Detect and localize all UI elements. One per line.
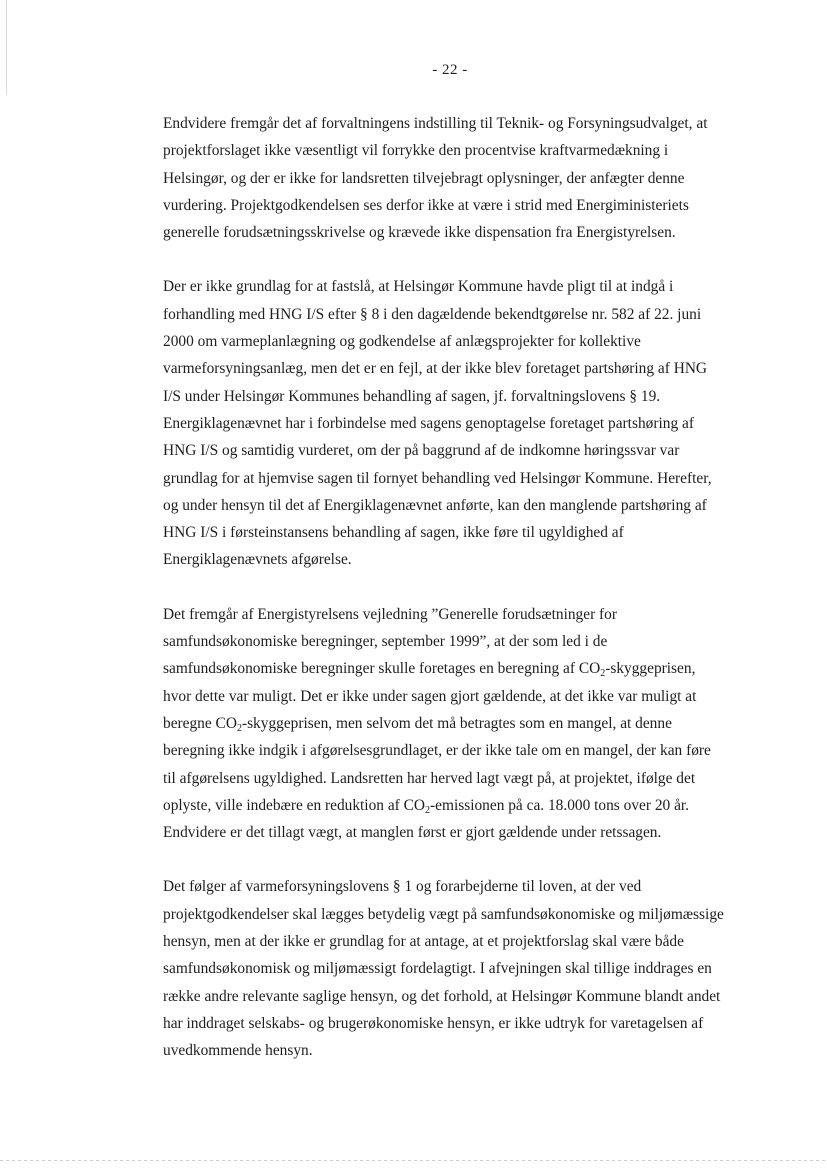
text-line <box>163 792 728 819</box>
text-line: samfundsøkonomisk og miljømæssigt fordelagtigt. I afvejningen skal tillige inddrages en <box>163 960 712 978</box>
subscript: 2 <box>425 804 431 816</box>
text-line: Energiklagenævnet har i forbindelse med sagens genoptagelse foretaget partshøring af <box>163 414 694 432</box>
text-line: vurdering. Projektgodkendelsen ses derfor ikke at være i strid med Energiministeriets <box>163 196 689 214</box>
text-segment: samfundsøkonomiske beregninger skulle foretages en beregning af CO <box>163 660 601 678</box>
text-line: HNG I/S og samtidig vurderet, om der på baggrund af de indkomne høringssvar var <box>163 442 680 460</box>
paragraph-3 <box>163 601 728 847</box>
body-text <box>163 110 728 1092</box>
text-line: uvedkommende hensyn. <box>163 1042 313 1060</box>
text-line: hvor dette var muligt. Det er ikke under sagen gjort gældende, at det ikke var muligt at <box>163 687 697 705</box>
text-line <box>163 655 728 682</box>
text-line: Der er ikke grundlag for at fastslå, at Helsingør Kommune havde pligt til at indgå i <box>163 278 674 296</box>
text-line: hensyn, men at der ikke er grundlag for at antage, at et projektforslag skal være både <box>163 933 684 951</box>
text-line: forhandling med HNG I/S efter § 8 i den dagældende bekendtgørelse nr. 582 af 22. juni <box>163 305 702 323</box>
text-line: I/S under Helsingør Kommunes behandling af sagen, jf. forvaltningslovens § 19. <box>163 387 661 405</box>
subscript: 2 <box>600 668 606 680</box>
text-line: Det følger af varmeforsyningslovens § 1 og forarbejderne til loven, at der ved <box>163 878 642 896</box>
scan-edge-left <box>6 0 7 95</box>
text-line: grundlag for at hjemvise sagen til fornyet behandling ved Helsingør Kommune. Herefter, <box>163 469 712 487</box>
text-segment: beregne CO <box>163 714 237 732</box>
text-line: række andre relevante saglige hensyn, og det forhold, at Helsingør Kommune blandt andet <box>163 987 721 1005</box>
text-line: varmeforsyningsanlæg, men det er en fejl, at der ikke blev foretaget partshøring af HNG <box>163 360 708 378</box>
page-number: - 22 - <box>432 62 468 78</box>
text-line: Endvidere er det tillagt vægt, at manglen først er gjort gældende under retssagen. <box>163 824 662 842</box>
paragraph-4 <box>163 873 728 1064</box>
paragraph-2 <box>163 273 728 573</box>
text-line: og under hensyn til det af Energiklagenævnet anførte, kan den manglende partshøring af <box>163 496 707 514</box>
text-segment: oplyste, ville indebære en reduktion af CO <box>163 796 426 814</box>
paragraph-1 <box>163 110 728 246</box>
text-line: generelle forudsætningsskrivelse og krævede ikke dispensation fra Energistyrelsen. <box>163 224 676 242</box>
text-line: HNG I/S i førsteinstansens behandling af sagen, ikke føre til ugyldighed af <box>163 524 624 542</box>
text-segment: -skyggeprisen, men selvom det må betragtes som en mangel, at denne <box>241 714 672 732</box>
scan-edge-bottom <box>0 1160 827 1161</box>
text-line: projektgodkendelser skal lægges betydelig vægt på samfundsøkonomiske og miljømæssige <box>163 905 724 923</box>
text-line: beregning ikke indgik i afgørelsesgrundlaget, er der ikke tale om en mangel, der kan føre <box>163 742 711 760</box>
text-line: har inddraget selskabs- og brugerøkonomiske hensyn, er ikke udtryk for varetagelsen af <box>163 1014 704 1032</box>
text-line <box>163 710 728 737</box>
text-line: Det fremgår af Energistyrelsens vejledning ”Generelle forudsætninger for <box>163 605 618 623</box>
text-line: samfundsøkonomiske beregninger, september 1999”, at der som led i de <box>163 633 608 651</box>
text-line: projektforslaget ikke væsentligt vil forrykke den procentvise kraftvarmedækning i <box>163 142 669 160</box>
text-line: Endvidere fremgår det af forvaltningens indstilling til Teknik- og Forsyningsudvalget, at <box>163 115 708 132</box>
text-segment: -emissionen på ca. 18.000 tons over 20 år. <box>430 796 690 814</box>
text-line: til afgørelsens ugyldighed. Landsretten har herved lagt vægt på, at projektet, ifølge det <box>163 769 696 787</box>
text-segment: -skyggeprisen, <box>605 660 696 678</box>
subscript: 2 <box>236 722 242 734</box>
text-line: Helsingør, og der er ikke for landsretten tilvejebragt oplysninger, der anfægter denne <box>163 169 685 187</box>
text-line: Energiklagenævnets afgørelse. <box>163 551 352 569</box>
text-line: 2000 om varmeplanlægning og godkendelse af anlægsprojekter for kollektive <box>163 333 641 351</box>
